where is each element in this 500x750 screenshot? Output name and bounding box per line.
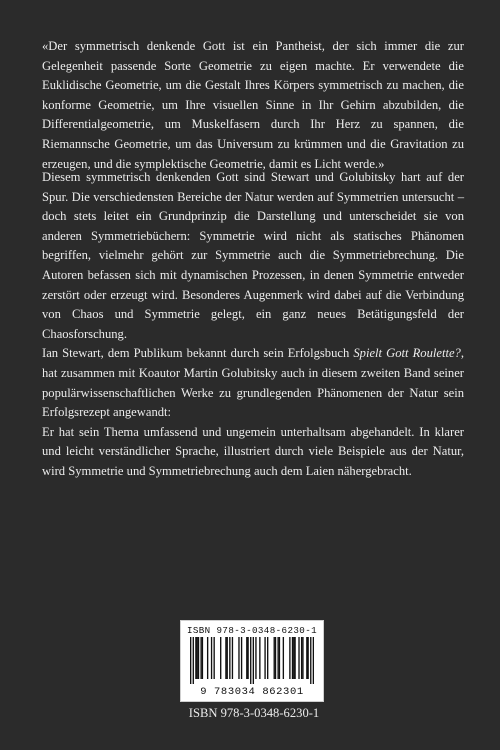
blurb-paragraph-2-start: Ian Stewart, dem Publikum bekannt durch sein Erfolgsbuch (42, 346, 354, 361)
barcode-bar (302, 637, 303, 679)
barcode-bar (294, 637, 295, 679)
barcode-bar (313, 637, 314, 684)
barcode-bar (283, 637, 284, 679)
barcode-ean-digits: 9 783034 862301 (200, 686, 304, 698)
barcode-bar (241, 637, 242, 679)
barcode-bar (220, 637, 221, 679)
barcode-bar (232, 637, 233, 679)
barcode-bars (190, 637, 314, 684)
barcode-box (180, 620, 324, 702)
blurb-paragraph-3: Er hat sein Thema umfassend und ungemein unterhaltsam abgehandelt. In klarer und leicht verständlicher Sprache, illustriert durch viele Beispiele aus der Natur, wird Symmetrie und Symmetriebrechung auch dem Laien nähergebracht. (42, 424, 464, 478)
blurb-paragraph-2-end: , hat zusammen mit Koautor Martin Golubitsky auch in diesem zweiten Band seiner populärwissenschaftlichen Werke zu grundlegenden Phänomenen der Natur sein Erfolgsrezept angewandt: (42, 346, 464, 420)
barcode-bar (213, 637, 214, 679)
barcode-bar (250, 637, 251, 684)
barcode-bar (307, 637, 308, 679)
cover-quote: «Der symmetrisch denkende Gott ist ein Pantheist, der sich immer die zur Gelegenheit passende Sorte Geometrie zu eigen machte. Er verwendete die Euklidische Geometrie, um die Gestalt Ihres Körpers symmetrisch zu machen, die konforme Geometrie, um Ihre visuellen Sinne in Ihr Gehirn abzubilden, die Differentialgeometrie, um Muskelfasern durch Ihr Herz zu spannen, die Riemannsche Geometrie, um das Universum zu krümmen und die Gravitation zu erzeugen, und die symplektische Geometrie, damit es Licht werde.» (42, 39, 464, 171)
barcode-bar (246, 637, 247, 679)
barcode-bar (264, 637, 265, 679)
blurb-paragraph-2 (42, 344, 464, 422)
barcode-bar (200, 637, 201, 679)
barcode-bar (293, 637, 294, 679)
barcode-bar (289, 637, 290, 679)
barcode-bar (229, 637, 230, 679)
barcode-isbn-label: ISBN 978-3-0348-6230-1 (186, 625, 318, 636)
barcode-bar (195, 637, 196, 679)
barcode-bar (275, 637, 276, 679)
barcode-bar (225, 637, 226, 679)
barcode-bar (255, 637, 256, 679)
blurb-paragraph-1: Diesem symmetrisch denkenden Gott sind Stewart und Golubitsky hart auf der Spur. Die verschiedensten Bereiche der Natur werden auf Symmetrien untersucht – doch stets leitet ein Grundprinzip die Darstellung und unterscheidet sie von anderen Symmetriebüchern: Symmetrie wird nicht als statisches Phänomen begriffen, vielmehr gehört zur Symmetrie auch die Symmetriebrechung. Die Autoren befassen sich mit dynamischen Prozessen, in denen Symmetrie entweder zerstört oder erzeugt wird. Besonderes Augenmerk wird dabei auf die Verbindung von Chaos und Symmetrie gelegt, ein ganz neues Betätigungsfeld der Chaosforschung. (42, 170, 464, 341)
barcode-bar (298, 637, 299, 679)
book-title-reference: Spielt Gott Roulette? (353, 346, 461, 361)
barcode-bar (238, 637, 239, 679)
barcode-bar (277, 637, 278, 679)
barcode-bar (267, 637, 268, 679)
barcode-bar (190, 637, 191, 684)
barcode-bar (279, 637, 280, 679)
barcode-bar (306, 637, 307, 679)
blurb-text (42, 168, 464, 482)
barcode-bar (310, 637, 311, 684)
barcode-bar (292, 637, 293, 679)
barcode-bar (247, 637, 248, 679)
barcode-bar (202, 637, 203, 679)
barcode-bar (227, 637, 228, 679)
isbn-footer: ISBN 978-3-0348-6230-1 (188, 706, 320, 720)
barcode-bar (197, 637, 198, 679)
barcode-bar (193, 637, 194, 684)
barcode-bar (211, 637, 212, 679)
barcode-bar (274, 637, 275, 679)
barcode-bar (198, 637, 199, 679)
barcode-bar (253, 637, 254, 684)
barcode-bar (207, 637, 208, 679)
barcode-bar (301, 637, 302, 679)
barcode-bar (259, 637, 260, 679)
